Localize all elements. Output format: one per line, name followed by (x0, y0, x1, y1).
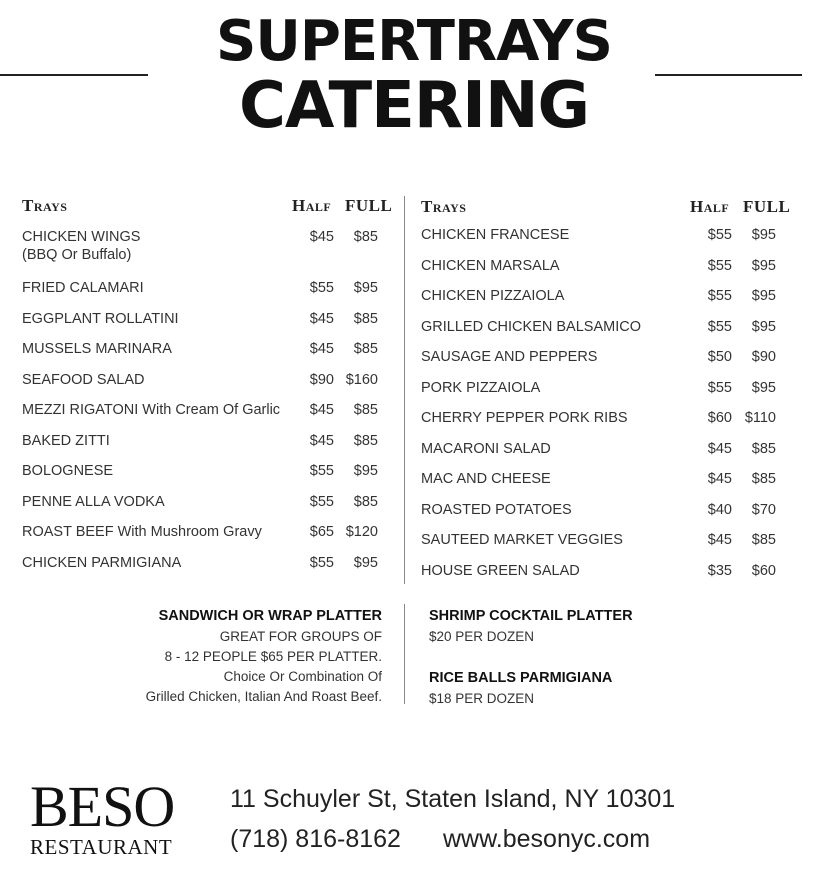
sandwich-platter-line: GREAT FOR GROUPS OF (219, 629, 382, 644)
item-name: CHICKEN MARSALA (421, 257, 560, 274)
full-price: $85 (353, 341, 378, 357)
page-title-line2: CATERING (238, 69, 590, 143)
half-price: $50 (707, 349, 732, 365)
full-price: $95 (353, 554, 378, 571)
full-price: $95 (751, 318, 776, 335)
right-menu-item (421, 409, 776, 427)
item-name: CHERRY PEPPER PORK RIBS (421, 410, 628, 426)
right-menu-item (421, 348, 776, 366)
item-name: MACARONI SALAD (421, 440, 551, 457)
right-header-half: Half (690, 197, 730, 216)
full-price: $90 (751, 349, 776, 365)
item-name: BAKED ZITTI (22, 432, 110, 449)
item-note: (BBQ Or Buffalo) (22, 247, 132, 263)
full-price: $85 (353, 402, 378, 418)
beso-logo (30, 774, 175, 859)
right-menu-item (421, 257, 776, 275)
full-price: $95 (751, 379, 776, 396)
half-price: $35 (707, 562, 732, 579)
left-menu-item (22, 310, 378, 328)
left-menu-item (22, 462, 378, 480)
right-menu-item (421, 562, 776, 580)
right-menu-item (421, 318, 776, 336)
shrimp-platter-price: $20 PER DOZEN (429, 629, 535, 644)
half-price: $45 (309, 310, 334, 327)
left-menu-item (22, 340, 378, 358)
item-name: CHICKEN PIZZAIOLA (421, 288, 565, 304)
left-menu-item (22, 554, 378, 572)
full-price: $160 (345, 371, 378, 388)
left-header-trays: Trays (22, 196, 68, 215)
full-price: $60 (751, 562, 776, 579)
half-price: $55 (707, 318, 732, 335)
left-menu-item (22, 493, 378, 511)
full-price: $85 (353, 229, 378, 245)
full-price: $95 (353, 463, 378, 479)
rice-balls-title: RICE BALLS PARMIGIANA (429, 670, 613, 686)
left-header-half: Half (292, 196, 332, 215)
half-price: $45 (309, 229, 334, 245)
half-price: $55 (309, 493, 334, 510)
item-name: ROASTED POTATOES (421, 501, 572, 518)
right-header-trays: Trays (421, 197, 467, 216)
full-price: $95 (751, 227, 776, 243)
half-price: $55 (707, 379, 732, 396)
half-price: $60 (707, 410, 732, 426)
beso-logo-subtitle: RESTAURANT (30, 835, 173, 859)
full-price: $85 (353, 432, 378, 449)
half-price: $55 (707, 257, 732, 274)
sandwich-platter-line: Choice Or Combination Of (223, 669, 382, 684)
sandwich-platter-line: Grilled Chicken, Italian And Roast Beef. (145, 689, 382, 704)
shrimp-platter-title: SHRIMP COCKTAIL PLATTER (429, 608, 633, 624)
item-name: CHICKEN PARMIGIANA (22, 554, 182, 571)
half-price: $45 (707, 471, 732, 487)
full-price: $85 (353, 310, 378, 327)
left-menu-item (22, 401, 378, 419)
full-price: $85 (751, 471, 776, 487)
page-title-line1: SUPERTRAYS (216, 9, 612, 74)
full-price: $120 (345, 524, 378, 540)
left-menu-item (22, 371, 378, 389)
right-menu-item (421, 470, 776, 488)
item-name: BOLOGNESE (22, 463, 114, 479)
item-name: ROAST BEEF With Mushroom Gravy (22, 524, 262, 540)
half-price: $55 (309, 463, 334, 479)
sandwich-platter-title: SANDWICH OR WRAP PLATTER (158, 608, 382, 624)
half-price: $55 (309, 280, 334, 296)
item-name: GRILLED CHICKEN BALSAMICO (421, 318, 641, 335)
half-price: $45 (707, 532, 732, 548)
full-price: $95 (751, 288, 776, 304)
left-menu-item (22, 432, 378, 450)
half-price: $45 (309, 432, 334, 449)
item-name: PENNE ALLA VODKA (22, 493, 165, 510)
half-price: $45 (309, 402, 334, 418)
item-name: FRIED CALAMARI (22, 280, 144, 296)
half-price: $90 (309, 371, 334, 388)
half-price: $40 (707, 501, 732, 518)
right-menu-item (421, 226, 776, 244)
item-name: CHICKEN WINGS (22, 229, 141, 245)
extras-divider (404, 604, 405, 704)
column-divider (404, 196, 405, 584)
left-menu-item (22, 523, 378, 541)
item-name: MAC AND CHEESE (421, 471, 551, 487)
full-price: $85 (353, 493, 378, 510)
item-name: SAUSAGE AND PEPPERS (421, 349, 598, 365)
item-name: EGGPLANT ROLLATINI (22, 310, 179, 327)
item-name: SAUTEED MARKET VEGGIES (421, 532, 623, 548)
website-link[interactable]: www.besonyc.com (443, 825, 651, 853)
item-name: CHICKEN FRANCESE (421, 227, 570, 243)
sandwich-platter-line: 8 - 12 PEOPLE $65 PER PLATTER. (164, 649, 382, 664)
beso-logo-wordmark: BESO (30, 774, 175, 839)
half-price: $55 (309, 554, 334, 571)
rice-balls-price: $18 PER DOZEN (429, 691, 535, 706)
half-price: $65 (309, 524, 334, 540)
full-price: $110 (744, 410, 776, 426)
item-name: SEAFOOD SALAD (22, 371, 145, 388)
left-header-full: FULL (345, 196, 393, 215)
half-price: $55 (707, 288, 732, 304)
address: 11 Schuyler St, Staten Island, NY 10301 (230, 785, 676, 813)
half-price: $55 (707, 227, 732, 243)
item-name: HOUSE GREEN SALAD (421, 562, 580, 579)
half-price: $45 (707, 440, 732, 457)
right-menu-item (421, 379, 776, 397)
full-price: $70 (751, 501, 776, 518)
full-price: $85 (751, 440, 776, 457)
right-menu-item (421, 440, 776, 458)
item-name: MEZZI RIGATONI With Cream Of Garlic (22, 402, 281, 418)
full-price: $95 (751, 257, 776, 274)
item-name: PORK PIZZAIOLA (421, 379, 541, 396)
phone-number: (718) 816-8162 (230, 825, 401, 853)
right-menu-item (421, 501, 776, 519)
right-menu-item (421, 287, 776, 305)
right-menu-item (421, 531, 776, 549)
left-menu-item (22, 279, 378, 297)
full-price: $85 (751, 532, 776, 548)
full-price: $95 (353, 280, 378, 296)
half-price: $45 (309, 341, 334, 357)
left-menu-item (22, 228, 378, 263)
right-header-full: FULL (743, 197, 791, 216)
item-name: MUSSELS MARINARA (22, 341, 172, 357)
